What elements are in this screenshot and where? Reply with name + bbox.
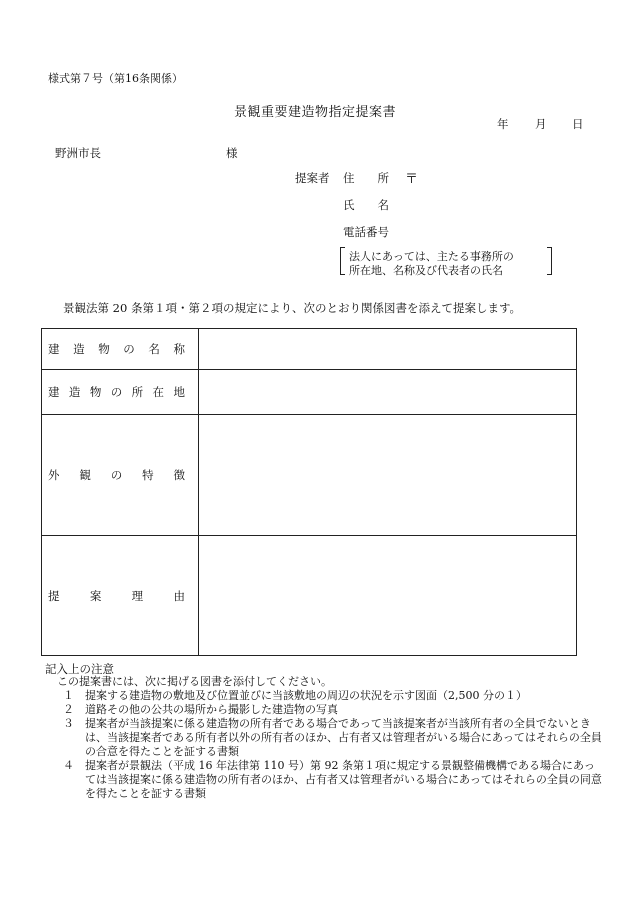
note-number: ３	[63, 717, 74, 730]
corporate-note	[340, 247, 552, 275]
list-item	[45, 717, 605, 759]
date-year-label: 年	[497, 117, 509, 131]
proposer-label: 提案者	[295, 171, 330, 185]
postal-mark: 〒	[405, 172, 419, 187]
label-char: 物	[98, 342, 110, 356]
note-text: 道路その他の公共の場所から撮影した建造物の写真	[85, 703, 338, 716]
label-chars	[48, 588, 185, 604]
note-text: 提案者が景観法（平成 16 年法律第 110 号）第 92 条第１項に規定する景観整備機構である場合にあっては当該提案に係る建造物の所有者のほか、占有者又は管理者がいる場合にあってはそれらの全員の同意を得たことを証する書類	[85, 759, 602, 800]
label-char: 造	[73, 342, 85, 356]
label-char: 外	[48, 468, 60, 482]
label-char: 理	[131, 588, 144, 603]
label-char: 提	[48, 588, 60, 603]
label-char: 造	[68, 385, 81, 399]
list-item	[45, 759, 605, 801]
proposal-table	[41, 328, 577, 656]
building-name-label	[42, 329, 199, 370]
phone-label: 電話番号	[343, 225, 389, 239]
label-chars	[48, 467, 185, 483]
label-char: 所	[131, 385, 144, 399]
list-item	[45, 689, 605, 703]
table-row	[42, 415, 577, 536]
honorific: 様	[226, 146, 238, 160]
label-char: 地	[173, 385, 185, 399]
date-month-label: 月	[535, 117, 547, 131]
corporate-note-line-2: 所在地、名称及び代表者の氏名	[349, 264, 503, 277]
note-text: 提案者が当該提案に係る建造物の所有者である場合であって当該提案者が当該所有者の全員でないときは、当該提案者である所有者以外の所有者のほか、占有者又は管理者がいる場合にあってはそれらの全員の合意を得たことを証する書類	[85, 717, 602, 758]
notes-list	[45, 675, 605, 801]
label-char: の	[110, 385, 123, 399]
label-char: 名	[148, 342, 160, 356]
label-char: 徴	[173, 468, 185, 482]
intro-text: 景観法第 20 条第１項・第２項の規定により、次のとおり関係図書を添えて提案します。	[63, 301, 522, 315]
label-chars	[48, 384, 185, 400]
notes-lead: この提案書には、次に掲げる図書を添付してください。	[57, 675, 332, 688]
exterior-features-field[interactable]	[199, 415, 577, 536]
label-char: 在	[152, 385, 165, 399]
notes-title: 記入上の注意	[45, 662, 114, 676]
name-label: 氏 名	[343, 198, 389, 212]
building-location-field[interactable]	[199, 370, 577, 415]
label-char: 案	[89, 588, 102, 603]
note-text: 提案する建造物の敷地及び位置並びに当該敷地の周辺の状況を示す図面（2,500 分の１）	[85, 689, 527, 702]
page-title: 景観重要建造物指定提案書	[233, 105, 396, 120]
label-char: 建	[48, 342, 60, 356]
form-number: 様式第７号（第16条関係）	[48, 72, 183, 85]
proposal-reason-label	[42, 536, 199, 656]
label-chars	[48, 341, 185, 357]
address-label: 住 所	[343, 171, 389, 185]
label-char: 特	[142, 468, 154, 482]
note-number: １	[63, 689, 74, 702]
note-number: ２	[63, 703, 74, 716]
table-row	[42, 536, 577, 656]
addressee: 野洲市長	[55, 146, 101, 160]
label-char: 観	[79, 468, 91, 482]
label-char: の	[110, 468, 123, 482]
table-row	[42, 329, 577, 370]
label-char: 由	[173, 588, 185, 603]
building-location-label	[42, 370, 199, 415]
exterior-features-label	[42, 415, 199, 536]
list-item	[45, 703, 605, 717]
label-char: 物	[89, 385, 102, 399]
date-day-label: 日	[572, 117, 584, 131]
corporate-note-line-1: 法人にあっては、主たる事務所の	[349, 250, 514, 263]
label-char: の	[123, 342, 135, 356]
label-char: 称	[173, 342, 185, 356]
note-number: ４	[63, 759, 74, 772]
building-name-field[interactable]	[199, 329, 577, 370]
table-row	[42, 370, 577, 415]
proposal-reason-field[interactable]	[199, 536, 577, 656]
label-char: 建	[48, 385, 60, 399]
